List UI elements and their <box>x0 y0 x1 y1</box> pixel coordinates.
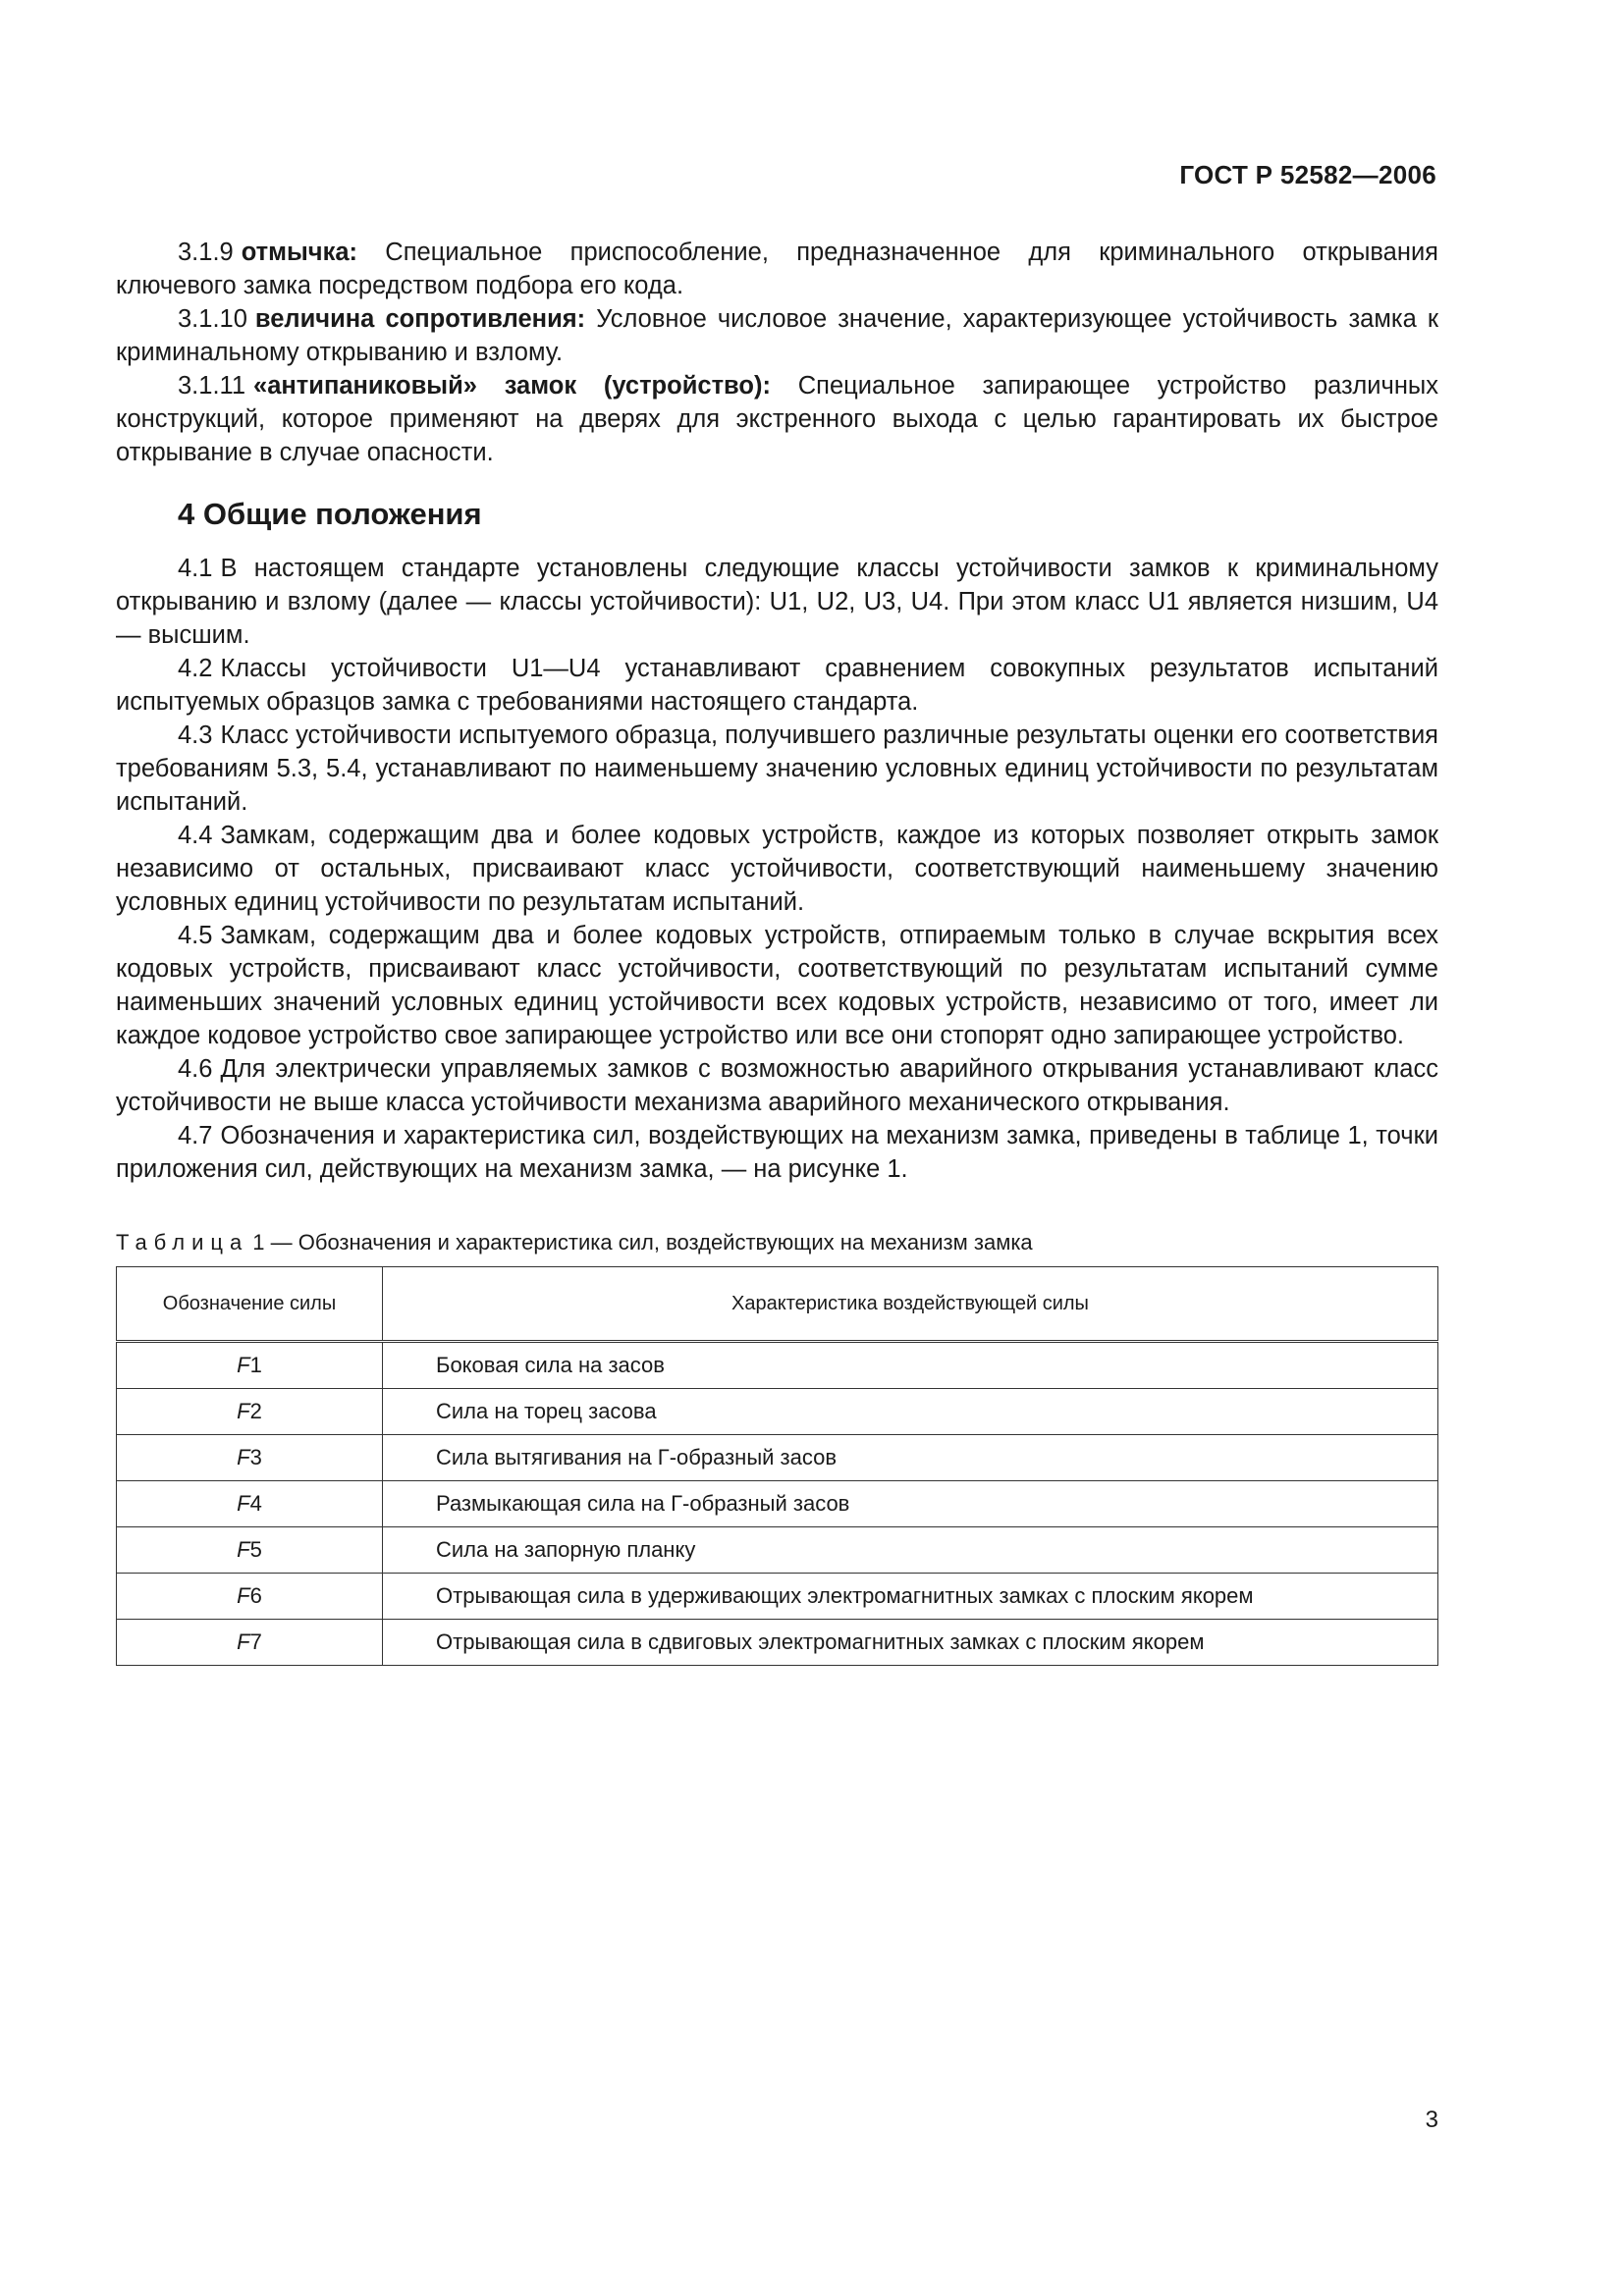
definition-number: 3.1.10 <box>178 305 247 333</box>
clause-4-7 <box>116 1119 1438 1186</box>
definition-text: Условное числовое значение, характеризующее устойчивость замка к криминальному открыванию и взлому. <box>116 305 1438 366</box>
definition-term: величина сопротивления: <box>254 305 586 333</box>
definition-term: отмычка: <box>241 239 358 266</box>
clause-text: Классы устойчивости U1—U4 устанавливают сравнением совокупных результатов испытаний испытуемых образцов замка с требованиями настоящего стандарта. <box>116 655 1438 716</box>
clause-text: Обозначения и характеристика сил, воздействующих на механизм замка, приведены в таблице 1, точки приложения сил, действующих на механизм замка, — на рисунке 1. <box>116 1122 1438 1183</box>
table-row <box>117 1435 1438 1481</box>
forces-table <box>116 1266 1438 1666</box>
definition-3-1-11 <box>116 369 1438 469</box>
force-description-cell: Отрывающая сила в удерживающих электромагнитных замках с плоским якорем <box>383 1574 1438 1620</box>
force-code-cell <box>117 1620 383 1666</box>
force-description-cell: Сила на торец засова <box>383 1389 1438 1435</box>
clause-4-5 <box>116 919 1438 1052</box>
table-row <box>117 1481 1438 1527</box>
force-index: 6 <box>249 1583 262 1608</box>
definition-3-1-9 <box>116 236 1438 302</box>
table-caption-label: Таблица <box>116 1230 249 1255</box>
definition-number: 3.1.11 <box>178 372 246 400</box>
table-caption-text: 1 — Обозначения и характеристика сил, воздействующих на механизм замка <box>252 1230 1033 1255</box>
clause-number: 4.6 <box>178 1055 213 1083</box>
clause-4-4 <box>116 819 1438 919</box>
section-4-heading: 4 Общие положения <box>178 497 482 531</box>
force-symbol: F <box>237 1537 250 1562</box>
force-code-cell <box>117 1481 383 1527</box>
column-header-force-characteristic: Характеристика воздействующей силы <box>383 1267 1438 1342</box>
definition-text: Специальное приспособление, предназначенное для криминального открывания ключевого замка посредством подбора его кода. <box>116 239 1438 299</box>
clause-number: 4.2 <box>178 655 213 682</box>
clause-text: Замкам, содержащим два и более кодовых устройств, отпираемым только в случае вскрытия всех кодовых устройств, присваивают класс устойчивости, соответствующий по результатам испытаний сумме наименьших значений условных единиц устойчивости всех кодовых устройств, независимо от того, имеет ли каждое кодовое устройство свое запирающее устройство или все они стопорят одно запирающее устройство. <box>116 922 1438 1049</box>
clause-number: 4.1 <box>178 555 213 582</box>
force-code-cell <box>117 1435 383 1481</box>
force-index: 4 <box>249 1491 262 1516</box>
force-description-cell: Сила вытягивания на Г-образный засов <box>383 1435 1438 1481</box>
force-code-cell <box>117 1342 383 1389</box>
force-symbol: F <box>237 1583 250 1608</box>
force-index: 3 <box>249 1445 262 1469</box>
clause-number: 4.3 <box>178 721 213 749</box>
force-symbol: F <box>237 1445 250 1469</box>
table-row <box>117 1389 1438 1435</box>
force-code-cell <box>117 1389 383 1435</box>
clause-text: В настоящем стандарте установлены следующие классы устойчивости замков к криминальному открыванию и взлому (далее — классы устойчивости): U1, U2, U3, U4. При этом класс U1 является низшим, U4 — высшим. <box>116 555 1438 649</box>
force-index: 7 <box>249 1629 262 1654</box>
clause-text: Для электрически управляемых замков с возможностью аварийного открывания устанавливают класс устойчивости не выше класса устойчивости механизма аварийного механического открывания. <box>116 1055 1438 1116</box>
clause-number: 4.7 <box>178 1122 213 1149</box>
clause-4-6 <box>116 1052 1438 1119</box>
clause-number: 4.5 <box>178 922 213 949</box>
force-description-cell: Размыкающая сила на Г-образный засов <box>383 1481 1438 1527</box>
clause-4-1 <box>116 552 1438 652</box>
definition-text: Специальное запирающее устройство различных конструкций, которое применяют на дверях для экстренного выхода с целью гарантировать их быстрое открывание в случае опасности. <box>116 372 1438 466</box>
force-index: 1 <box>249 1353 262 1377</box>
clause-text: Класс устойчивости испытуемого образца, получившего различные результаты оценки его соответствия требованиям 5.3, 5.4, устанавливают по наименьшему значению условных единиц устойчивости по результатам испытаний. <box>116 721 1438 816</box>
force-index: 5 <box>249 1537 262 1562</box>
force-symbol: F <box>237 1491 250 1516</box>
clause-text: Замкам, содержащим два и более кодовых устройств, каждое из которых позволяет открыть замок независимо от остальных, присваивают класс устойчивости, соответствующий наименьшему значению условных единиц устойчивости по результатам испытаний. <box>116 822 1438 916</box>
page-content <box>116 236 1438 1666</box>
force-description-cell: Сила на запорную планку <box>383 1527 1438 1574</box>
force-symbol: F <box>237 1399 250 1423</box>
force-code-cell <box>117 1527 383 1574</box>
page-number: 3 <box>1425 2107 1438 2133</box>
force-description-cell: Отрывающая сила в сдвиговых электромагнитных замках с плоским якорем <box>383 1620 1438 1666</box>
definition-3-1-10 <box>116 302 1438 369</box>
clause-4-2 <box>116 652 1438 719</box>
standard-code-header: ГОСТ Р 52582—2006 <box>1179 160 1436 189</box>
table-row <box>117 1527 1438 1574</box>
force-symbol: F <box>237 1629 250 1654</box>
force-code-cell <box>117 1574 383 1620</box>
force-description-cell: Боковая сила на засов <box>383 1342 1438 1389</box>
table-1-caption <box>116 1229 1438 1256</box>
force-symbol: F <box>237 1353 250 1377</box>
definition-term: «антипаниковый» замок (устройство): <box>253 372 771 400</box>
table-row <box>117 1620 1438 1666</box>
clause-4-3 <box>116 719 1438 819</box>
definition-number: 3.1.9 <box>178 239 234 266</box>
force-index: 2 <box>249 1399 262 1423</box>
column-header-force-designation: Обозначение силы <box>117 1267 383 1342</box>
table-header-row <box>117 1267 1438 1342</box>
table-row <box>117 1574 1438 1620</box>
clause-number: 4.4 <box>178 822 213 849</box>
table-row <box>117 1342 1438 1389</box>
